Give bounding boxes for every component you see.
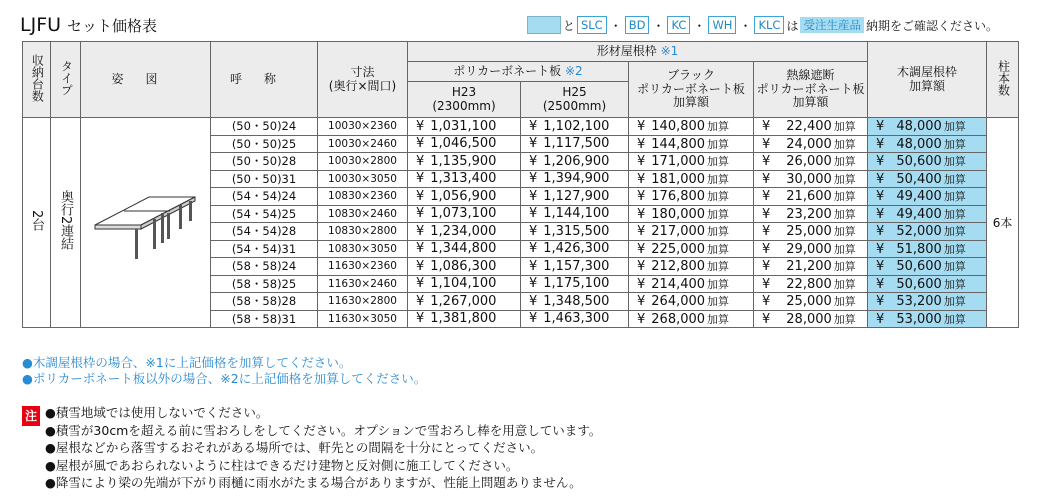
cell-h23: ¥ 1,046,500 — [408, 135, 521, 153]
caution-4: ●屋根が風であおられないように柱はできるだけ建物と反対側に施工してください。 — [45, 457, 519, 473]
cell-h25: ¥ 1,426,300 — [521, 240, 629, 258]
cell-size: 10830×2800 — [318, 223, 408, 241]
cell-black: ¥ 181,000 加算 — [629, 170, 754, 188]
cell-h23: ¥ 1,031,100 — [408, 118, 521, 136]
cell-black: ¥ 214,400 加算 — [629, 275, 754, 293]
cell-h23: ¥ 1,313,400 — [408, 170, 521, 188]
legend-suffix: 納期をご確認ください。 — [865, 18, 998, 33]
cell-size: 10030×2800 — [318, 153, 408, 171]
cell-name: (50・50)24 — [211, 118, 318, 136]
header-figure: 姿図 — [81, 42, 211, 118]
cell-h23: ¥ 1,344,800 — [408, 240, 521, 258]
legend-sep: ・ — [693, 18, 706, 33]
header-black: ブラック ポリカーボネート板 加算額 — [629, 62, 754, 118]
color-swatch — [527, 16, 561, 34]
header-wood: 木調屋根枠 加算額 — [868, 42, 987, 118]
cell-h23: ¥ 1,073,100 — [408, 205, 521, 223]
header-count: 収納台数 — [23, 42, 51, 118]
header-type: タイプ — [51, 42, 81, 118]
cell-wood: ¥ 50,600 加算 — [868, 153, 987, 171]
code-klc: KLC — [754, 16, 784, 34]
carport-diagram — [91, 183, 201, 263]
cell-name: (58・58)25 — [211, 275, 318, 293]
code-wh: WH — [708, 16, 736, 34]
cell-wood: ¥ 53,200 加算 — [868, 293, 987, 311]
legend-sep: ・ — [739, 18, 752, 33]
cell-black: ¥ 171,000 加算 — [629, 153, 754, 171]
cell-wood: ¥ 53,000 加算 — [868, 310, 987, 328]
cell-wood: ¥ 49,400 加算 — [868, 188, 987, 206]
cell-size: 11630×2360 — [318, 258, 408, 276]
cell-h25: ¥ 1,117,500 — [521, 135, 629, 153]
legend-sep: ・ — [652, 18, 665, 33]
cell-heat: ¥ 28,000 加算 — [754, 310, 868, 328]
cell-heat: ¥ 26,000 加算 — [754, 153, 868, 171]
cell-name: (58・58)31 — [211, 310, 318, 328]
cell-name: (58・58)24 — [211, 258, 318, 276]
header-h23: H23 (2300mm) — [408, 82, 521, 118]
cell-size: 10830×2360 — [318, 188, 408, 206]
cell-size: 10830×2460 — [318, 205, 408, 223]
cell-wood: ¥ 48,000 加算 — [868, 135, 987, 153]
cell-name: (54・54)24 — [211, 188, 318, 206]
cell-wood: ¥ 50,600 加算 — [868, 275, 987, 293]
legend — [527, 16, 998, 34]
cell-size: 10030×2460 — [318, 135, 408, 153]
cell-h25: ¥ 1,102,100 — [521, 118, 629, 136]
cell-wood: ¥ 50,600 加算 — [868, 258, 987, 276]
cell-black: ¥ 268,000 加算 — [629, 310, 754, 328]
header-poly: ポリカーボネート板 ※2 — [408, 62, 629, 82]
cell-black: ¥ 264,000 加算 — [629, 293, 754, 311]
cell-wood: ¥ 49,400 加算 — [868, 205, 987, 223]
cell-wood: ¥ 51,800 加算 — [868, 240, 987, 258]
cell-h23: ¥ 1,381,800 — [408, 310, 521, 328]
cell-h25: ¥ 1,206,900 — [521, 153, 629, 171]
cell-black: ¥ 140,800 加算 — [629, 118, 754, 136]
cell-heat: ¥ 22,400 加算 — [754, 118, 868, 136]
cell-name: (50・50)25 — [211, 135, 318, 153]
cell-black: ¥ 212,800 加算 — [629, 258, 754, 276]
cell-size: 11630×2460 — [318, 275, 408, 293]
cell-size: 10030×2360 — [318, 118, 408, 136]
header-size: 寸法 (奥行×間口) — [318, 42, 408, 118]
cell-h23: ¥ 1,135,900 — [408, 153, 521, 171]
caution-1: ●積雪地域では使用しないでください。 — [45, 405, 269, 420]
cell-name: (54・54)31 — [211, 240, 318, 258]
caution-2: ●積雪が30cmを超える前に雪おろしをしてください。オプションで雪おろし棒を用意しています。 — [45, 422, 602, 438]
cell-name: (54・54)25 — [211, 205, 318, 223]
cell-heat: ¥ 29,000 加算 — [754, 240, 868, 258]
cell-heat: ¥ 30,000 加算 — [754, 170, 868, 188]
cell-h25: ¥ 1,157,300 — [521, 258, 629, 276]
cell-name: (50・50)28 — [211, 153, 318, 171]
cell-name: (58・58)28 — [211, 293, 318, 311]
cell-name: (54・54)28 — [211, 223, 318, 241]
cell-size: 11630×3050 — [318, 310, 408, 328]
title-main: LJFU — [20, 14, 62, 36]
price-table — [22, 41, 1019, 328]
legend-to: と — [562, 18, 575, 33]
cell-h23: ¥ 1,056,900 — [408, 188, 521, 206]
notes — [22, 355, 426, 387]
cautions — [45, 404, 601, 492]
legend-sep: ・ — [609, 18, 622, 33]
cell-pillars: 6本 — [987, 118, 1019, 328]
cell-heat: ¥ 23,200 加算 — [754, 205, 868, 223]
cell-heat: ¥ 24,000 加算 — [754, 135, 868, 153]
note-1: ●木調屋根枠の場合、※1に上記価格を加算してください。 — [22, 355, 352, 370]
cell-count: 2台 — [23, 118, 51, 328]
order-badge: 受注生産品 — [800, 17, 864, 33]
cell-wood: ¥ 50,400 加算 — [868, 170, 987, 188]
caution-5: ●降雪により梁の先端が下がり雨樋に雨水がたまる場合がありますが、性能上問題ありません。 — [45, 475, 582, 491]
cell-h25: ¥ 1,175,100 — [521, 275, 629, 293]
header-h25: H25 (2500mm) — [521, 82, 629, 118]
cell-black: ¥ 225,000 加算 — [629, 240, 754, 258]
cell-size: 10830×3050 — [318, 240, 408, 258]
header-heat: 熱線遮断 ポリカーボネート板 加算額 — [754, 62, 868, 118]
figure-cell — [81, 118, 211, 328]
cell-h25: ¥ 1,127,900 — [521, 188, 629, 206]
cell-h23: ¥ 1,104,100 — [408, 275, 521, 293]
header-name: 呼称 — [211, 42, 318, 118]
note-2: ●ポリカーボネート板以外の場合、※2に上記価格を加算してください。 — [22, 371, 427, 386]
header-frame: 形材屋根枠 ※1 — [408, 42, 868, 62]
cell-size: 10030×3050 — [318, 170, 408, 188]
cell-wood: ¥ 48,000 加算 — [868, 118, 987, 136]
cell-heat: ¥ 21,200 加算 — [754, 258, 868, 276]
caution-3: ●屋根などから落雪するおそれがある場所では、軒先との間隔を十分にとってください。 — [45, 440, 544, 456]
cell-heat: ¥ 25,000 加算 — [754, 223, 868, 241]
page-title — [20, 14, 157, 36]
cell-black: ¥ 144,800 加算 — [629, 135, 754, 153]
cell-h23: ¥ 1,234,000 — [408, 223, 521, 241]
caution-label: 注 — [22, 406, 40, 426]
cell-type: 奥行2連結 — [51, 118, 81, 328]
cell-heat: ¥ 25,000 加算 — [754, 293, 868, 311]
cell-h25: ¥ 1,144,100 — [521, 205, 629, 223]
header-pillars: 柱本数 — [987, 42, 1019, 118]
cell-h25: ¥ 1,463,300 — [521, 310, 629, 328]
cell-black: ¥ 217,000 加算 — [629, 223, 754, 241]
cell-h23: ¥ 1,086,300 — [408, 258, 521, 276]
cell-black: ¥ 176,800 加算 — [629, 188, 754, 206]
code-slc: SLC — [577, 16, 607, 34]
cell-h25: ¥ 1,348,500 — [521, 293, 629, 311]
legend-ha: は — [786, 18, 799, 33]
cell-wood: ¥ 52,000 加算 — [868, 223, 987, 241]
cell-heat: ¥ 21,600 加算 — [754, 188, 868, 206]
title-sub: セット価格表 — [67, 17, 158, 35]
cell-black: ¥ 180,000 加算 — [629, 205, 754, 223]
cell-name: (50・50)31 — [211, 170, 318, 188]
cell-heat: ¥ 22,800 加算 — [754, 275, 868, 293]
table-row — [23, 118, 1019, 136]
cell-h25: ¥ 1,315,500 — [521, 223, 629, 241]
cell-h25: ¥ 1,394,900 — [521, 170, 629, 188]
code-bd: BD — [625, 16, 650, 34]
code-kc: KC — [667, 16, 690, 34]
cell-h23: ¥ 1,267,000 — [408, 293, 521, 311]
cell-size: 11630×2800 — [318, 293, 408, 311]
